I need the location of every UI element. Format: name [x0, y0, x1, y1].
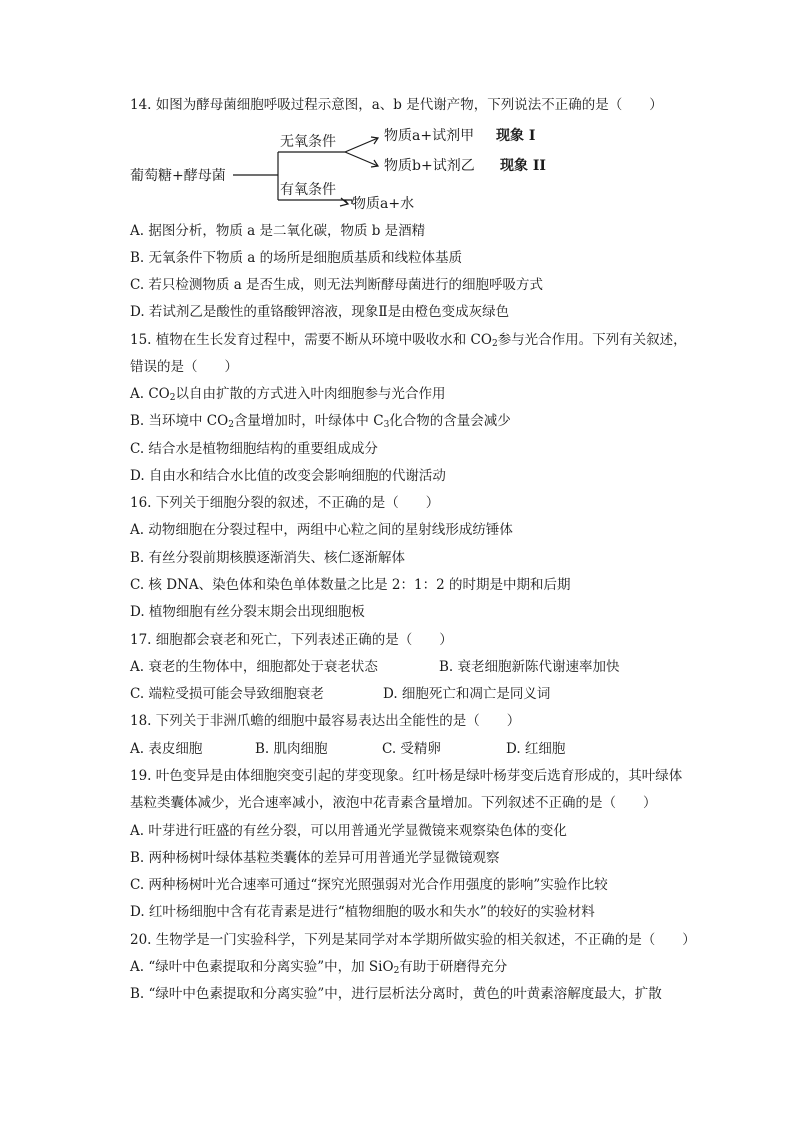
q15-b-post: 化合物的含量会减少: [389, 413, 511, 429]
diagram-product2: 物质b+试剂乙: [384, 158, 475, 174]
q14-option-b: B. 无氧条件下物质 a 的场所是细胞质基质和线粒体基质: [130, 250, 463, 266]
q15-stem-line2: 错误的是（ ）: [130, 359, 238, 375]
diagram-aerobic-label: 有氧条件: [280, 182, 336, 198]
q15-b-sub: 2: [228, 420, 234, 430]
q20-stem: 20. 生物学是一门实验科学，下列是某同学对本学期所做实验的相关叙述，不正确的是（ ）: [130, 932, 696, 948]
q18-option-b: B. 肌肉细胞: [255, 741, 328, 757]
diagram-anaerobic-label: 无氧条件: [280, 134, 336, 150]
arrow-to-product1: [345, 138, 378, 152]
diagram-source: 葡萄糖+酵母菌: [130, 168, 226, 184]
q14-option-a: A. 据图分析，物质 a 是二氧化碳，物质 b 是酒精: [130, 223, 426, 239]
diagram-product3: 物质a+水: [352, 196, 415, 212]
q19-option-d: D. 红叶杨细胞中含有花青素是进行“植物细胞的吸水和失水”的较好的实验材料: [130, 904, 595, 920]
q17-option-c: C. 端粒受损可能会导致细胞衰老: [130, 686, 324, 702]
q14-option-c: C. 若只检测物质 a 是否生成，则无法判断酵母菌进行的细胞呼吸方式: [130, 277, 544, 293]
q14-option-d: D. 若试剂乙是酸性的重铬酸钾溶液，现象Ⅱ是由橙色变成灰绿色: [130, 304, 510, 320]
q15-option-a: [130, 385, 445, 407]
q18-option-d: D. 红细胞: [506, 741, 566, 757]
q15-stem-sub: 2: [491, 339, 498, 349]
q18-option-a: A. 表皮细胞: [130, 741, 203, 757]
q15-b-sub2: 3: [383, 420, 390, 430]
q15-stem-line1: [130, 331, 687, 353]
q17-option-a: A. 衰老的生物体中，细胞都处于衰老状态: [130, 659, 378, 675]
q15-option-d: D. 自由水和结合水比值的改变会影响细胞的代谢活动: [130, 468, 446, 484]
q15-a-pre: A. CO: [130, 386, 170, 402]
q17-stem: 17. 细胞都会衰老和死亡，下列表述正确的是（ ）: [130, 632, 453, 648]
q19-option-b: B. 两种杨树叶绿体基粒类囊体的差异可用普通光学显微镜观察: [130, 850, 500, 866]
respiration-diagram: [130, 118, 570, 218]
diagram-phenomenon1: 现象 I: [496, 128, 536, 144]
q15-b-mid: 含量增加时，叶绿体中 C: [233, 413, 384, 429]
q15-option-c: C. 结合水是植物细胞结构的重要组成成分: [130, 441, 378, 457]
q15-a-post: 以自由扩散的方式进入叶肉细胞参与光合作用: [175, 386, 446, 402]
q16-option-b: B. 有丝分裂前期核膜逐渐消失、核仁逐渐解体: [130, 550, 406, 566]
q17-options-row2: [130, 685, 650, 703]
q17-options-row1: [130, 658, 650, 676]
q17-option-d: D. 细胞死亡和凋亡是同义词: [383, 686, 551, 702]
q14-stem: 14. 如图为酵母菌细胞呼吸过程示意图，a、b 是代谢产物，下列说法不正确的是（ ）: [130, 97, 663, 113]
q19-option-a: A. 叶芽进行旺盛的有丝分裂，可以用普通光学显微镜来观察染色体的变化: [130, 823, 567, 839]
q18-option-c: C. 受精卵: [382, 741, 441, 757]
q16-option-d: D. 植物细胞有丝分裂末期会出现细胞板: [130, 604, 365, 620]
q15-b-pre: B. 当环境中 CO: [130, 413, 229, 429]
diagram-phenomenon2: 现象 II: [500, 158, 546, 174]
q15-option-b: [130, 412, 511, 434]
q19-option-c: C. 两种杨树叶光合速率可通过“探究光照强弱对光合作用强度的影响”实验作比较: [130, 877, 608, 893]
q16-option-c: C. 核 DNA、染色体和染色单体数量之比是 2：1：2 的时期是中期和后期: [130, 577, 571, 593]
q15-stem-post: 参与光合作用。下列有关叙述，: [497, 332, 687, 348]
q20-option-b: B. “绿叶中色素提取和分离实验”中，进行层析法分离时，黄色的叶黄素溶解度最大，扩散: [130, 986, 662, 1002]
q20-a-pre: A. “绿叶中色素提取和分离实验”中，加 SiO: [130, 959, 394, 975]
q19-stem-line1: 19. 叶色变异是由体细胞突变引起的芽变现象。红叶杨是绿叶杨芽变后选育形成的，其叶绿体: [130, 768, 683, 784]
q16-stem: 16. 下列关于细胞分裂的叙述，不正确的是（ ）: [130, 495, 440, 511]
q19-stem-line2: 基粒类囊体减少，光合速率减小，液泡中花青素含量增加。下列叙述不正确的是（ ）: [130, 795, 657, 811]
q20-a-sub: 2: [393, 966, 400, 976]
q17-option-b: B. 衰老细胞新陈代谢速率加快: [439, 659, 620, 675]
q15-stem-pre: 15. 植物在生长发育过程中，需要不断从环境中吸收水和 CO: [130, 332, 492, 348]
q20-a-post: 有助于研磨得充分: [399, 959, 508, 975]
q18-options-row: [130, 740, 590, 758]
diagram-product1: 物质a+试剂甲: [384, 128, 475, 144]
arrow-to-product2: [345, 152, 378, 166]
q15-a-sub: 2: [169, 393, 176, 403]
q20-option-a: [130, 958, 507, 980]
q18-stem: 18. 下列关于非洲爪蟾的细胞中最容易表达出全能性的是（ ）: [130, 713, 521, 729]
q16-option-a: A. 动物细胞在分裂过程中，两组中心粒之间的星射线形成纺锤体: [130, 522, 513, 538]
